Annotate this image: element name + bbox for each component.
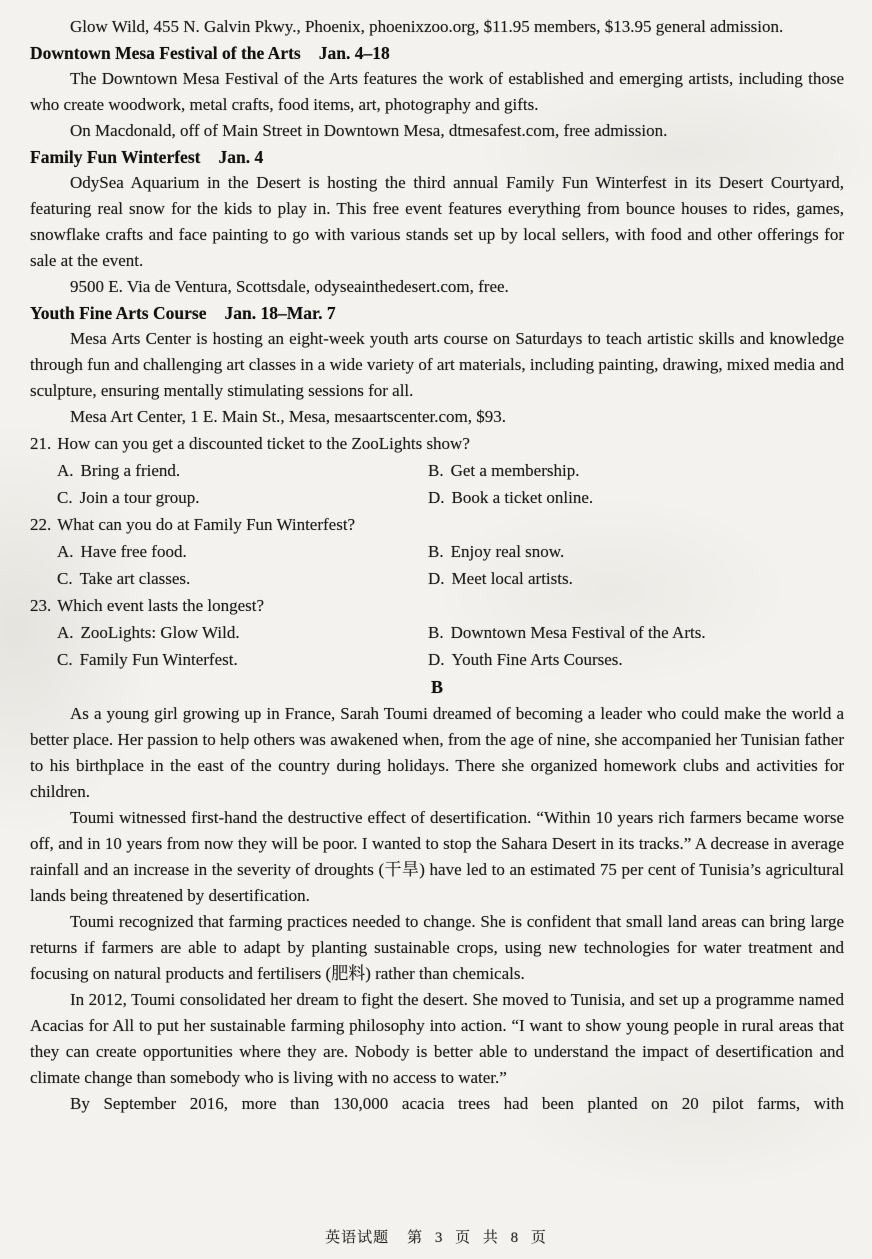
option-text: Take art classes. bbox=[79, 569, 191, 588]
question-stem: How can you get a discounted ticket to the ZooLights show? bbox=[57, 434, 470, 453]
option-label: C. bbox=[57, 569, 73, 588]
option-text: Bring a friend. bbox=[80, 461, 181, 480]
event-description: The Downtown Mesa Festival of the Arts features the work of established and emerging artists, including those who create woodwork, metal crafts, food items, art, photography and gifts. bbox=[30, 69, 844, 114]
passage-paragraph-2: Toumi witnessed first-hand the destructive effect of desertification. “Within 10 years rich farmers became worse off, and in 10 years from now they will be poor. I wanted to stop the Sahara Desert in its tracks.” A decrease in average rainfall and an increase in the severity of droughts (干旱) have led to an estimated 75 per cent of Tunisia’s agricultural lands being threatened by desertification. bbox=[30, 808, 844, 905]
passage-section-label: B bbox=[430, 677, 443, 697]
question-text bbox=[30, 430, 844, 457]
option-label: D. bbox=[428, 650, 445, 669]
event-title: Youth Fine Arts Course bbox=[30, 303, 207, 323]
event-contact-line: Mesa Art Center, 1 E. Main St., Mesa, mesaartscenter.com, $93. bbox=[70, 407, 507, 426]
options-grid bbox=[57, 457, 844, 511]
option-label: C. bbox=[57, 650, 73, 669]
event-date: Jan. 18–Mar. 7 bbox=[224, 303, 336, 323]
option-c bbox=[57, 646, 428, 673]
option-text: Downtown Mesa Festival of the Arts. bbox=[450, 623, 706, 642]
event-heading-family-fun-winterfest bbox=[30, 144, 844, 170]
passage-paragraph-4: In 2012, Toumi consolidated her dream to fight the desert. She moved to Tunisia, and set up a programme named Acacias for All to put her sustainable farming philosophy into action. “I want to show young people in rural areas that they can create opportunities where they are. Nobody is better able to understand the impact of desertification and climate change than somebody who is living with no access to water.” bbox=[30, 990, 844, 1087]
passage-paragraph-1: As a young girl growing up in France, Sarah Toumi dreamed of becoming a leader who could make the world a better place. Her passion to help others was awakened when, from the age of nine, she accompanied her Tunisian father to his birthplace in the east of the country during holidays. There she organized homework clubs and activities for children. bbox=[30, 704, 844, 801]
option-label: A. bbox=[57, 623, 74, 642]
option-c bbox=[57, 484, 428, 511]
page-footer bbox=[0, 1226, 872, 1247]
option-d bbox=[428, 646, 844, 673]
option-label: A. bbox=[57, 542, 74, 561]
option-a bbox=[57, 619, 428, 646]
event-date: Jan. 4 bbox=[218, 147, 264, 167]
passage-paragraph-3: Toumi recognized that farming practices needed to change. She is confident that small land areas can bring large returns if farmers are able to adapt by planting sustainable crops, using new technologies for water treatment and focusing on natural products and fertilisers (肥料) rather than chemicals. bbox=[30, 912, 844, 983]
question-number: 22. bbox=[30, 515, 52, 534]
footer-page-number: 第 3 页 共 8 页 bbox=[407, 1230, 547, 1246]
event-description: Mesa Arts Center is hosting an eight-week youth arts course on Saturdays to teach artistic skills and knowledge through fun and challenging art classes in a wide variety of art materials, including painting, drawing, mixed media and sculpture, ensuring mentally stimulating sessions for all. bbox=[30, 329, 844, 400]
option-d bbox=[428, 484, 844, 511]
option-a bbox=[57, 538, 428, 565]
option-text: Enjoy real snow. bbox=[450, 542, 565, 561]
option-label: B. bbox=[428, 623, 444, 642]
options-grid bbox=[57, 619, 844, 673]
option-label: D. bbox=[428, 569, 445, 588]
option-label: D. bbox=[428, 488, 445, 507]
passage-paragraph-5: By September 2016, more than 130,000 acacia trees had been planted on 20 pilot farms, with bbox=[70, 1094, 844, 1113]
option-a bbox=[57, 457, 428, 484]
event-title: Family Fun Winterfest bbox=[30, 147, 201, 167]
option-text: Youth Fine Arts Courses. bbox=[451, 650, 623, 669]
option-label: C. bbox=[57, 488, 73, 507]
option-b bbox=[428, 457, 844, 484]
option-text: Meet local artists. bbox=[451, 569, 573, 588]
event-contact-line: 9500 E. Via de Ventura, Scottsdale, odyseainthedesert.com, free. bbox=[70, 277, 509, 296]
event-title: Downtown Mesa Festival of the Arts bbox=[30, 43, 301, 63]
footer-doc-title: 英语试题 bbox=[325, 1230, 390, 1246]
option-text: Get a membership. bbox=[450, 461, 580, 480]
question-23 bbox=[30, 592, 844, 673]
event-intro-contact-line: Glow Wild, 455 N. Galvin Pkwy., Phoenix, phoenixzoo.org, $11.95 members, $13.95 general admission. bbox=[70, 17, 784, 36]
option-c bbox=[57, 565, 428, 592]
option-d bbox=[428, 565, 844, 592]
option-label: B. bbox=[428, 542, 444, 561]
question-number: 23. bbox=[30, 596, 52, 615]
option-text: Book a ticket online. bbox=[451, 488, 594, 507]
option-label: A. bbox=[57, 461, 74, 480]
option-b bbox=[428, 619, 844, 646]
question-text bbox=[30, 511, 844, 538]
event-contact-line: On Macdonald, off of Main Street in Downtown Mesa, dtmesafest.com, free admission. bbox=[70, 121, 668, 140]
option-text: Have free food. bbox=[80, 542, 187, 561]
event-heading-downtown-mesa bbox=[30, 40, 844, 66]
option-text: Family Fun Winterfest. bbox=[79, 650, 238, 669]
event-heading-youth-fine-arts bbox=[30, 300, 844, 326]
question-text bbox=[30, 592, 844, 619]
question-stem: What can you do at Family Fun Winterfest? bbox=[57, 515, 356, 534]
question-22 bbox=[30, 511, 844, 592]
options-grid bbox=[57, 538, 844, 592]
option-b bbox=[428, 538, 844, 565]
question-number: 21. bbox=[30, 434, 52, 453]
event-date: Jan. 4–18 bbox=[318, 43, 390, 63]
option-label: B. bbox=[428, 461, 444, 480]
option-text: Join a tour group. bbox=[79, 488, 200, 507]
question-stem: Which event lasts the longest? bbox=[57, 596, 265, 615]
question-21 bbox=[30, 430, 844, 511]
option-text: ZooLights: Glow Wild. bbox=[80, 623, 240, 642]
event-description: OdySea Aquarium in the Desert is hosting the third annual Family Fun Winterfest in its Desert Courtyard, featuring real snow for the kids to play in. This free event features everything from bounce houses to rides, games, snowflake crafts and face painting to go with various stands set up by local sellers, with food and other offerings for sale at the event. bbox=[30, 173, 844, 270]
passage-b bbox=[30, 673, 844, 1117]
